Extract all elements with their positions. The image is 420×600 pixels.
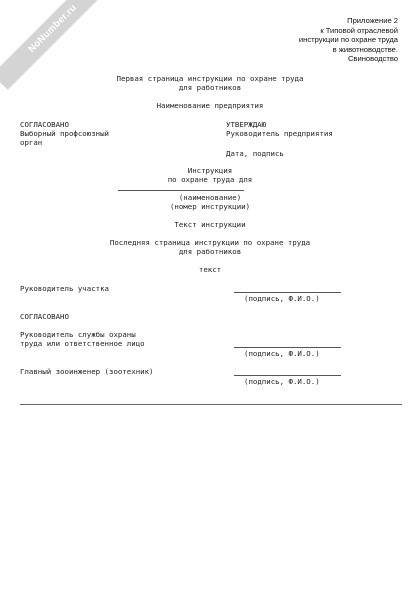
first-page-title-line1: Первая страница инструкции по охране труда <box>116 74 304 83</box>
appendix-line: к Типовой отраслевой <box>320 25 398 35</box>
instruction-name-caption: (наименование) <box>178 193 242 202</box>
instruction-number-caption: (номер инструкции) <box>169 202 251 211</box>
last-page-title-line2: для работников <box>178 247 242 256</box>
instruction-heading: Инструкция <box>187 166 233 175</box>
company-name-caption: Наименование предприятия <box>156 101 264 110</box>
section-head-label: Руководитель участка <box>20 284 109 293</box>
appendix-line: Приложение 2 <box>347 16 398 25</box>
instruction-subheading: по охране труда для <box>167 175 253 184</box>
agreed-label: СОГЛАСОВАНО <box>20 120 69 129</box>
safety-service-signature-line <box>234 347 341 348</box>
section-head-signature-caption: (подпись, Ф.И.О.) <box>244 294 320 303</box>
last-page-text: текст <box>198 265 222 274</box>
agreed-label-2: СОГЛАСОВАНО <box>20 312 69 321</box>
instruction-text-caption: Текст инструкции <box>174 220 246 229</box>
instruction-name-line <box>118 190 244 191</box>
safety-service-line2: труда или ответственное лицо <box>20 339 145 348</box>
bottom-rule <box>20 404 402 405</box>
safety-service-signature-caption: (подпись, Ф.И.О.) <box>244 349 320 358</box>
approved-label: УТВЕРЖДАЮ <box>226 120 267 129</box>
appendix-line: инструкции по охране труда <box>298 35 398 45</box>
safety-service-line1: Руководитель службы охраны <box>20 330 136 339</box>
company-head-label: Руководитель предприятия <box>226 129 333 138</box>
chief-engineer-label: Главный зооинженер (зоотехник) <box>20 367 154 376</box>
trade-union-line1: Выборный профсоюзный <box>20 129 109 138</box>
date-signature-label: Дата, подпись <box>226 149 284 158</box>
watermark-ribbon: NoNumber.ru <box>0 0 114 90</box>
first-page-title-line2: для работников <box>178 83 242 92</box>
last-page-title-line1: Последняя страница инструкции по охране труда <box>109 238 311 247</box>
section-head-signature-line <box>234 292 341 293</box>
chief-engineer-signature-line <box>234 375 341 376</box>
appendix-line: в животноводстве. <box>332 44 398 54</box>
trade-union-line2: орган <box>20 138 43 147</box>
chief-engineer-signature-caption: (подпись, Ф.И.О.) <box>244 377 320 386</box>
appendix-header <box>299 16 398 64</box>
appendix-line: Свиноводство <box>347 54 398 64</box>
